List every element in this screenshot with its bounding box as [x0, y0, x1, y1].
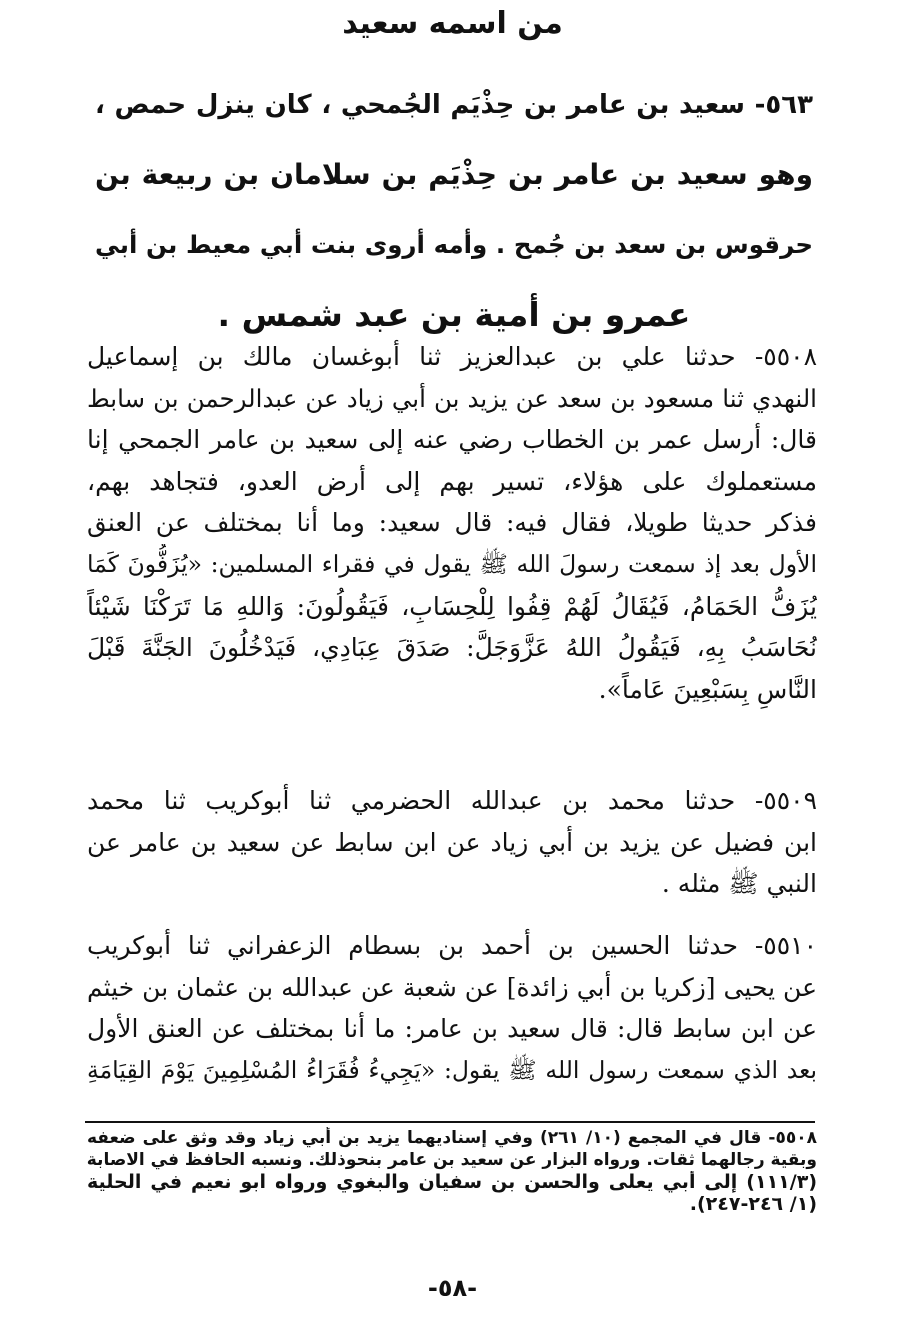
footnote-line: (١/ ٢٤٦-٢٤٧).: [689, 1193, 817, 1215]
hadith-5508: [87, 336, 817, 710]
hadith-line: قال: أرسل عمر بن الخطاب رضي عنه إلى سعيد بن عامر الجمحي إنا: [87, 425, 817, 455]
footnote-line: (١١١/٣) إلى أبي يعلى والحسن بن سفيان والبغوي ورواه ابو نعيم في الحلية: [87, 1171, 817, 1193]
hadith-line: النهدي ثنا مسعود بن سعد عن يزيد بن أبي زياد عن عبدالرحمن بن سابط: [87, 383, 817, 413]
page-title: من اسمه سعيد: [342, 6, 563, 41]
footnote-line: ٥٥٠٨- قال في المجمع (١٠/ ٢٦١) وفي إسناديهما يزيد بن أبي زياد وقد وثق على ضعفه: [87, 1128, 817, 1148]
hadith-line: عن ابن سابط قال: قال سعيد بن عامر: ما أنا بمختلف عن العنق الأول: [87, 1014, 817, 1044]
footnote-line: وبقية رجالهما ثقات. ورواه البزار عن سعيد بن عامر بنحوذلك. ونسبه الحافظ في الاصابة: [87, 1150, 817, 1170]
hadith-line: يُزَفُّ الحَمَامُ، فَيُقَالُ لَهُمْ قِفُوا لِلْحِسَابِ، فَيَقُولُونَ: وَاللهِ مَا تَرَكْنَا شَيْئاً: [87, 591, 817, 621]
hadith-line: عن يحيى [زكريا بن أبي زائدة] عن شعبة عن عبدالله بن عثمان بن خيثم: [87, 972, 817, 1002]
hadith-5510: [87, 925, 817, 1091]
entry-line: عمرو بن أمية بن عبد شمس .: [217, 295, 691, 334]
hadith-line: النبي ﷺ مثله .: [661, 869, 817, 899]
hadith-line: ابن فضيل عن يزيد بن أبي زياد عن ابن سابط عن سعيد بن عامر عن: [87, 827, 817, 857]
hadith-line: فذكر حديثا طويلا، فقال فيه: قال سعيد: وما أنا بمختلف عن العنق: [87, 508, 817, 538]
entry-line: حرقوس بن سعد بن جُمح . وأمه أروى بنت أبي معيط بن أبي: [95, 230, 813, 259]
hadith-line: نُحَاسَبُ بِهِ، فَيَقُولُ اللهُ عَزَّوَجَلَّ: صَدَقَ عِبَادِي، فَيَدْخُلُونَ الجَنَّةَ قَبْلَ: [87, 633, 817, 663]
hadith-line: ٥٥٠٨- حدثنا علي بن عبدالعزيز ثنا أبوغسان مالك بن إسماعيل: [87, 342, 817, 371]
hadith-5509: [87, 780, 817, 905]
footnote: [87, 1127, 817, 1215]
hadith-line: بعد الذي سمعت رسول الله ﷺ يقول: «يَجِيءُ فُقَرَاءُ المُسْلِمِينَ يَوْمَ القِيَامَةِ: [87, 1055, 817, 1084]
entry-line: وهو سعيد بن عامر بن حِذْيَم بن سلامان بن ربيعة بن: [95, 158, 813, 191]
page-number: -٥٨-: [427, 1274, 478, 1302]
hadith-line: الأول بعد إذ سمعت رسولَ الله ﷺ يقول في فقراء المسلمين: «يُزَفُّونَ كَمَا: [87, 549, 817, 578]
hadith-line: مستعملوك على هؤلاء، تسير بهم إلى أرض العدو، فتجاهد بهم،: [87, 466, 817, 496]
hadith-line: النَّاسِ بِسَبْعِينَ عَاماً».: [598, 674, 817, 704]
entry-line: ٥٦٣- سعيد بن عامر بن حِذْيَم الجُمحي ، كان ينزل حمص ،: [95, 90, 813, 120]
hadith-line: ٥٥٠٩- حدثنا محمد بن عبدالله الحضرمي ثنا أبوكريب ثنا محمد: [87, 786, 817, 815]
biography-entry: [95, 70, 813, 350]
footnote-divider: [85, 1121, 815, 1123]
hadith-line: ٥٥١٠- حدثنا الحسين بن أحمد بن بسطام الزعفراني ثنا أبوكريب: [87, 931, 817, 960]
